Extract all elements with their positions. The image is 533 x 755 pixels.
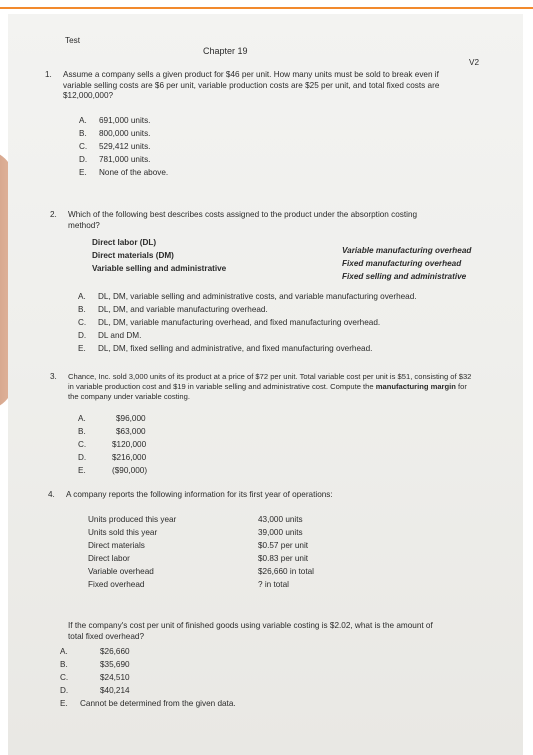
exam-page [8, 14, 523, 755]
cost-item: Direct materials (DM) [92, 251, 174, 260]
table-row: Fixed overhead ? in total [88, 580, 289, 590]
top-accent-bar [0, 0, 533, 9]
question-number: 1. [45, 70, 52, 79]
question-text: Which of the following best describes costs assigned to the product under the absorption costing method? [68, 210, 418, 230]
test-label: Test [65, 36, 81, 45]
cost-item: Fixed manufacturing overhead [342, 259, 462, 268]
table-row: Units produced this year 43,000 units [88, 515, 303, 525]
table-row: Direct labor $0.83 per unit [88, 554, 309, 564]
operations-table [88, 514, 314, 592]
question-text: A company reports the following information for its first year of operations: [66, 490, 333, 499]
cost-item: Variable selling and administrative [92, 264, 227, 273]
question-prompt: If the company's cost per unit of finished goods using variable costing is $2.02, what is the amount of total fixed overhead? [68, 621, 433, 642]
cost-item: Variable manufacturing overhead [342, 246, 472, 255]
question-text: Chance, Inc. sold 3,000 units of its product at a price of $72 per unit. Total variable cost per unit is $51, consisting of $32 in variable production cost and $19 in variable selling and administrative cost. Compute the manufacturing margin for the company under variable costing. [68, 372, 472, 401]
question-number: 2. [50, 210, 57, 219]
cost-item: Fixed selling and administrative [342, 272, 467, 281]
question-1: 1. Assume a company sells a given product for $46 per unit. How many units must be sold to break even if variable selling costs are $6 per unit, variable production costs are $25 per unit, and total fixed costs are $12,000,000? A. 691,000 units. B. 800,000 units. C. 529,412 units. D. 781,000 units. E. None of the above. [45, 70, 485, 200]
table-row: Direct materials $0.57 per unit [88, 541, 309, 551]
table-row: Units sold this year 39,000 units [88, 528, 303, 538]
question-number: 4. [48, 490, 55, 499]
question-2: 2. Which of the following best describes costs assigned to the product under the absorption costing method? Direct labor (DL) Direct materials (DM) Variable selling and administrative Variable manufacturing overhead Fixed manufacturing overhead Fixed selling and administrative A. DL, DM, variable selling and administrative costs, and variable manufacturing overhead. B. DL, DM, and variable manufacturing overhead. C. DL, DM, variable manufacturing overhead, and fixed manufacturing overhead. D. DL and DM. E. DL, DM, fixed selling and administrative, and fixed manufacturing overhead. [50, 210, 472, 353]
table-row: Variable overhead $26,660 in total [88, 567, 314, 577]
question-3: 3. Chance, Inc. sold 3,000 units of its product at a price of $72 per unit. Total variable cost per unit is $51, consisting of $32 in variable production cost and $19 in variable selling and administrative cost. Compute the manufacturing margin for the company under variable costing. A. $96,000 B. $63,000 C. $120,000 D. $216,000 E. ($90,000) [50, 372, 500, 492]
cost-item: Direct labor (DL) [92, 238, 157, 247]
question-text: Assume a company sells a given product for $46 per unit. How many units must be sold to break even if variable selling costs are $6 per unit, variable production costs are $25 per unit, and total fixed costs are $12,000,000? [63, 70, 440, 101]
question-number: 3. [50, 372, 57, 381]
question-4: 4. A company reports the following information for its first year of operations: Units produced this year 43,000 units Units sold this year 39,000 units Direct materials $0.57 per unit Direct labor $0.83 per unit Variable overhead $26,660 in total Fixed overhead ? in total If the company's cost per unit of finished goods using variable costing is $2.02, what is the amount of total fixed overhead? A. $26,660 B. $35,690 C. $24,510 D. $40,214 E. Cannot be determined from the given data. [48, 490, 508, 730]
chapter-title: Chapter 19 [203, 46, 248, 56]
version-label: V2 [469, 58, 480, 67]
emphasized-term: manufacturing margin [375, 381, 456, 391]
